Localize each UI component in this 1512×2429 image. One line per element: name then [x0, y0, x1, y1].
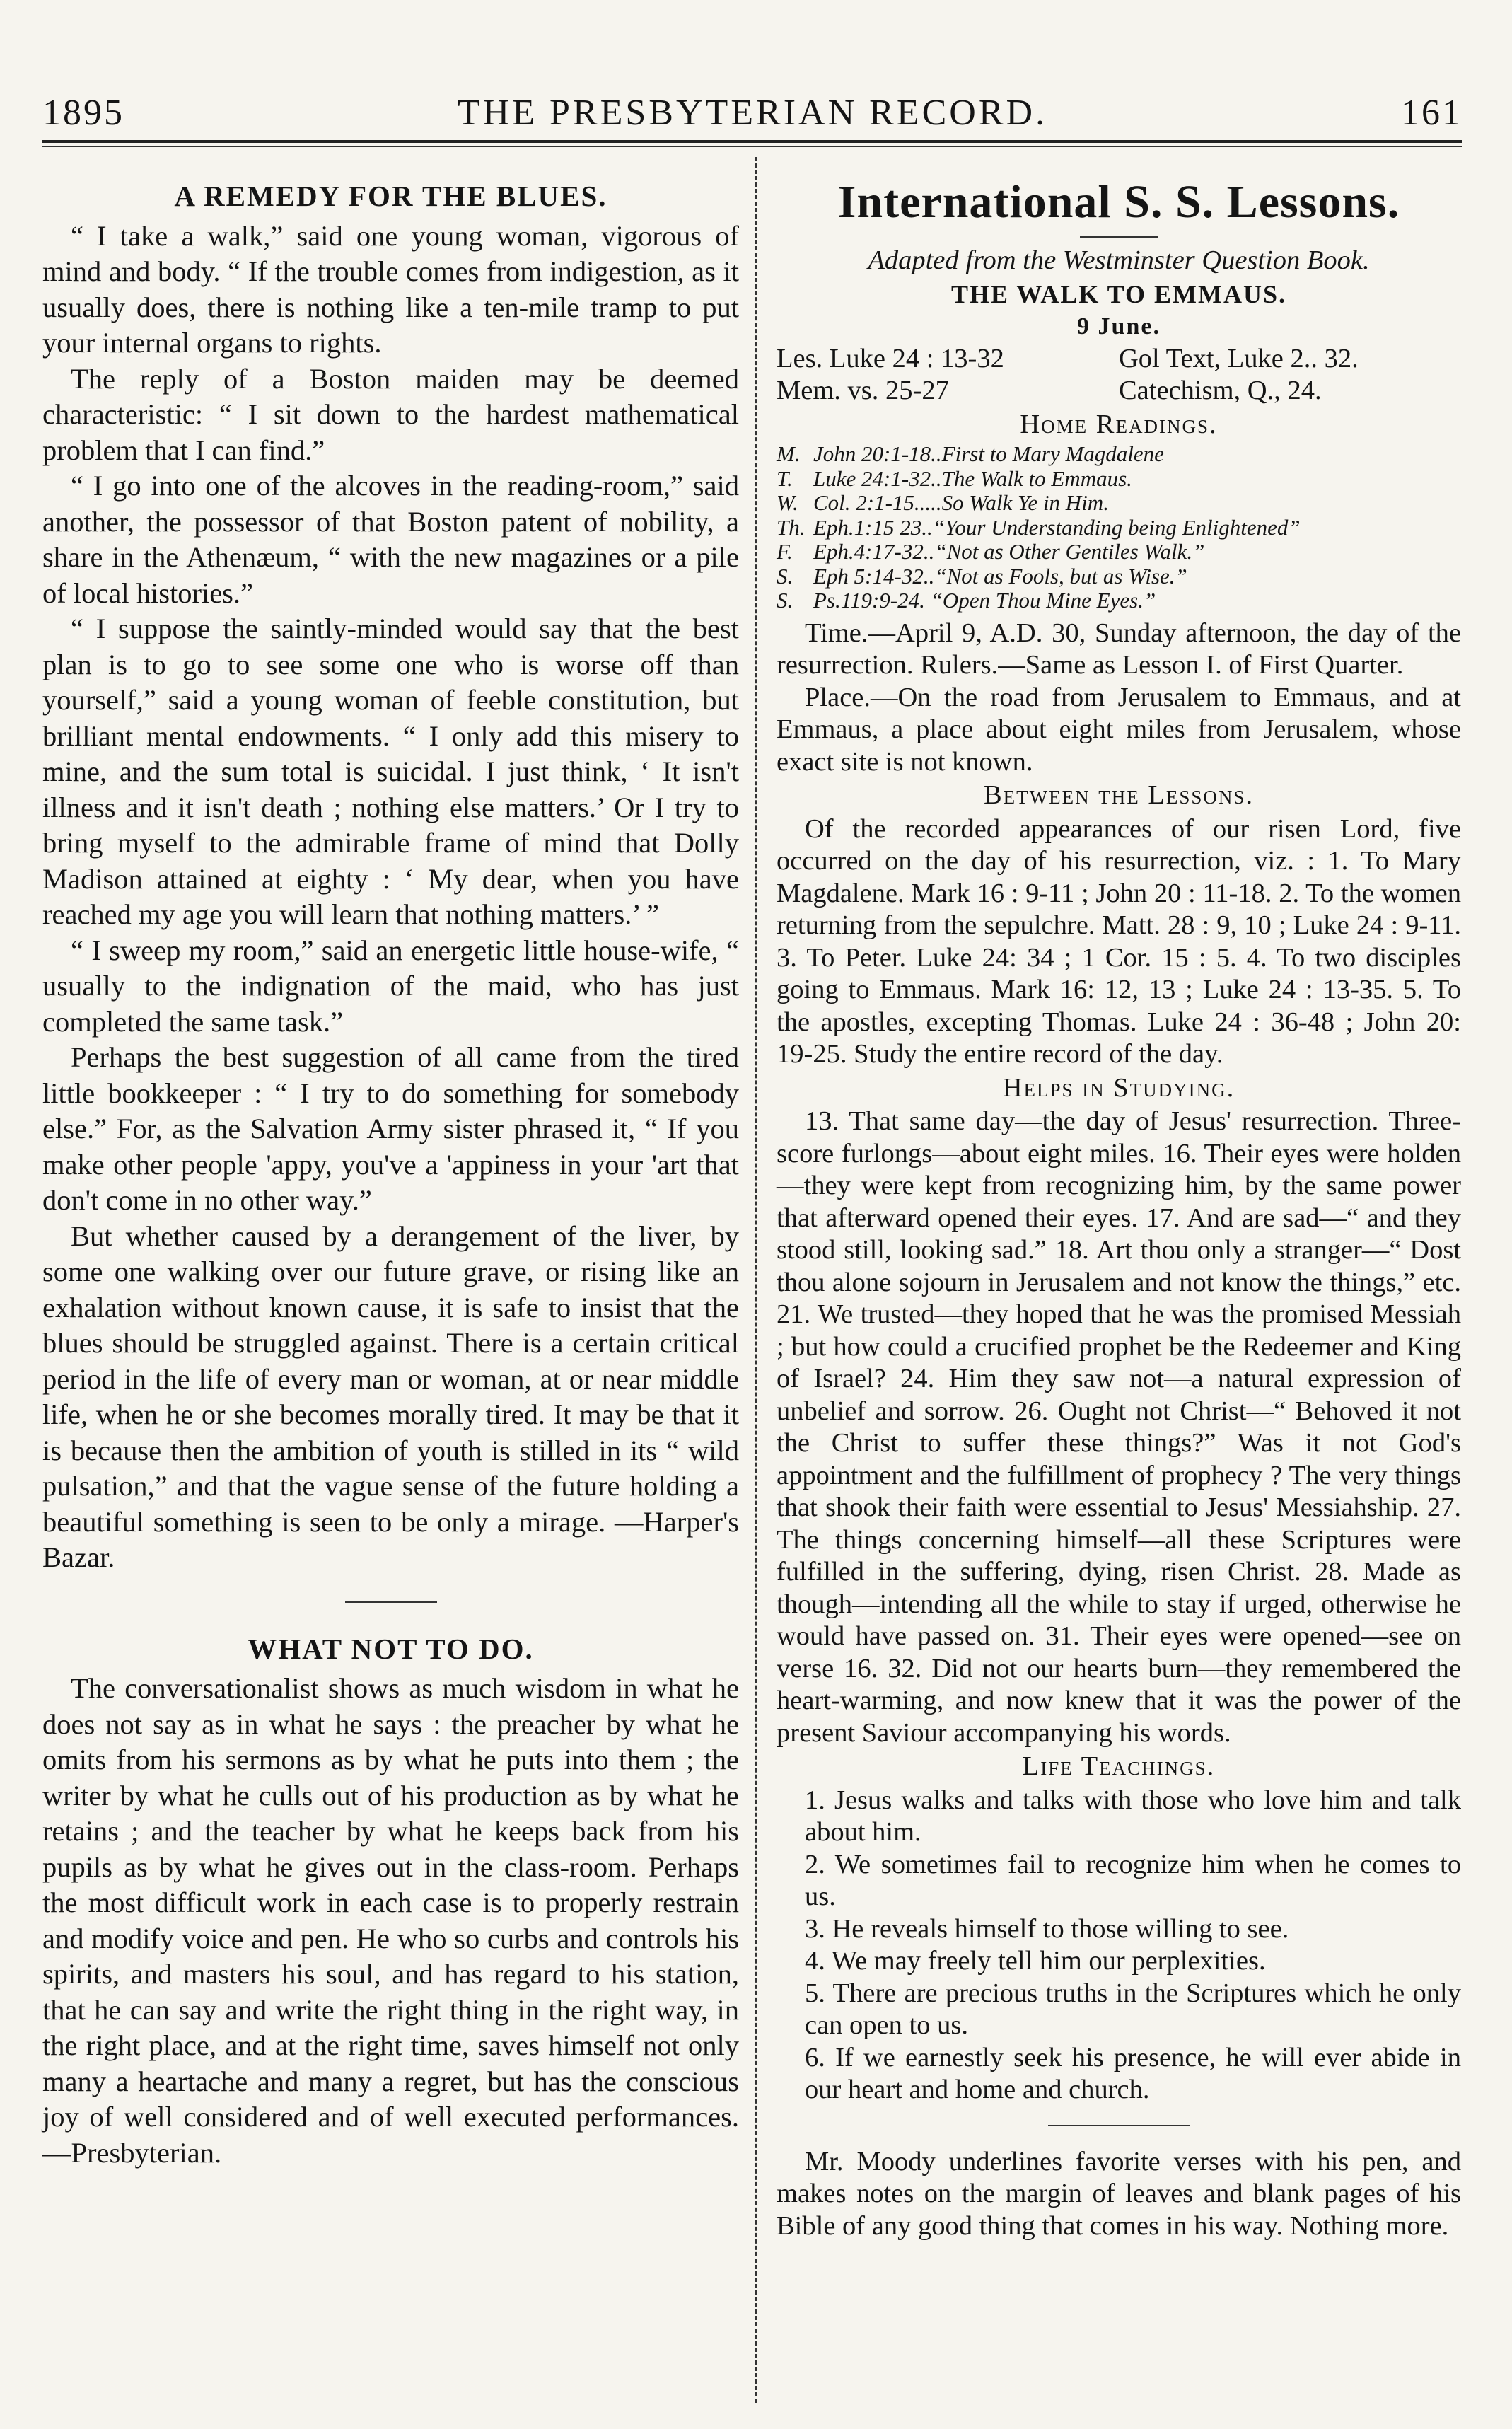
moody-paragraph: Mr. Moody underlines favorite verses with his pen, and makes notes on the margin of leaves and blank pages of his Bible of any good thing that comes in his way. Nothing more.: [777, 2146, 1461, 2241]
article-title-remedy: A REMEDY FOR THE BLUES.: [174, 180, 607, 212]
lesson-time-paragraph: Time.—April 9, A.D. 30, Sunday afternoon, the day of the resurrection. Rulers.—Same as Lesson I. of First Quarter.: [777, 618, 1461, 680]
reading-item: [777, 564, 1461, 589]
remedy-paragraph: “ I take a walk,” said one young woman, vigorous of mind and body. “ If the trouble comes from indigestion, as it usually does, there is nothing like a ten-mile tramp to put your internal organs to rights.: [42, 219, 739, 359]
reading-text: Eph.1:15 23..“Your Understanding being Enlightened”: [813, 514, 1301, 540]
article-title-what-not-to-do: WHAT NOT TO DO.: [248, 1632, 534, 1665]
reading-text: Eph.4:17-32..“Not as Other Gentiles Walk.”: [813, 539, 1205, 564]
reading-text: Eph 5:14-32..“Not as Fools, but as Wise.”: [813, 563, 1187, 589]
reading-item: [777, 516, 1461, 540]
reading-day: Th.: [777, 514, 806, 540]
reading-item: [777, 442, 1461, 467]
remedy-paragraph: But whether caused by a derangement of the liver, by some one walking over our future grave, or rising like an exhalation without known cause, it is safe to insist that the blues should be struggled against. There is a certain critical period in the life of every man or woman, at or near middle life, when he or she becomes morally tired. It may be that it is because then the ambition of youth is stilled in its “ wild pulsation,” and that the vague sense of the future holding a beautiful something is seen to be only a mirage. —Harper's Bazar.: [42, 1219, 739, 1573]
life-teaching-item: 6. If we earnestly seek his presence, he will ever abide in our heart and home and church.: [805, 2042, 1461, 2104]
right-column: [777, 175, 1461, 2242]
remedy-paragraph: “ I sweep my room,” said an energetic little house-wife, “ usually to the indignation of the maid, who has just completed the same task.”: [42, 934, 739, 1038]
life-teachings-list: [777, 1785, 1461, 2106]
column-divider: [755, 157, 757, 2403]
reading-item: [777, 491, 1461, 516]
remedy-paragraph: “ I go into one of the alcoves in the reading-room,” said another, the possessor of that Boston patent of nobility, a share in the Athenæum, “ with the new magazines or a pile of local histories.”: [42, 470, 739, 609]
lessons-title: International S. S. Lessons.: [837, 176, 1400, 228]
life-teaching-item: 4. We may freely tell him our perplexities.: [805, 1946, 1266, 1976]
lessons-subtitle: Adapted from the Westminster Question Book.: [868, 245, 1370, 275]
reading-item: [777, 589, 1461, 613]
life-teaching-item: 3. He reveals himself to those willing to see.: [805, 1913, 1289, 1944]
running-header: [42, 83, 1462, 143]
lesson-place-paragraph: Place.—On the road from Jerusalem to Emmaus, and at Emmaus, a place about eight miles from Jerusalem, whose exact site is not known.: [777, 682, 1461, 777]
memory-refs-row: [777, 375, 1461, 407]
reading-day: W.: [777, 490, 798, 515]
reading-text: Luke 24:1-32..The Walk to Emmaus.: [813, 465, 1132, 491]
header-rule: [42, 146, 1462, 147]
helps-title: Helps in Studying.: [1002, 1072, 1235, 1103]
header-title: THE PRESBYTERIAN RECORD.: [457, 93, 1048, 133]
left-column: [42, 175, 739, 2171]
life-teachings-title: Life Teachings.: [1022, 1751, 1216, 1781]
lesson-refs-row: [777, 343, 1461, 376]
reading-text: Ps.119:9-24. “Open Thou Mine Eyes.”: [813, 588, 1156, 613]
catechism-ref: Catechism, Q., 24.: [1119, 376, 1322, 405]
lesson-date: 9 June.: [1077, 313, 1161, 340]
reading-text: John 20:1-18..First to Mary Magdalene: [813, 441, 1164, 466]
reading-day: S.: [777, 563, 793, 589]
home-readings-list: [777, 442, 1461, 613]
header-page-number: 161: [1401, 93, 1462, 133]
section-divider: [345, 1601, 437, 1603]
reading-day: F.: [777, 539, 793, 564]
remedy-paragraph: The reply of a Boston maiden may be deemed characteristic: “ I sit down to the hardest mathematical problem that I can find.”: [42, 362, 739, 466]
home-readings-title: Home Readings.: [1020, 409, 1218, 439]
lesson-title: THE WALK TO EMMAUS.: [950, 279, 1287, 308]
life-teaching-item: 2. We sometimes fail to recognize him when he comes to us.: [805, 1849, 1461, 1911]
golden-text-ref: Gol Text, Luke 2.. 32.: [1119, 343, 1359, 373]
reading-day: S.: [777, 588, 793, 613]
title-divider: [1080, 236, 1158, 238]
memory-verses-ref: Mem. vs. 25-27: [777, 376, 949, 405]
life-teaching-item: 5. There are precious truths in the Scriptures which he only can open to us.: [805, 1978, 1461, 2040]
between-lessons-title: Between the Lessons.: [983, 780, 1255, 810]
reading-day: M.: [777, 441, 801, 466]
what-not-paragraph: The conversationalist shows as much wisdom in what he does not say as in what he says : the preacher by what he omits from his sermons as by what he puts into them ; the writer by what he culls out of his production as by what he retains ; and the teacher by what he keeps back from his pupils as by what he gives out in the class-room. Perhaps the most difficult work in each case is to properly restrain and modify voice and pen. He who so curbs and controls his spirits, and masters his soul, and has regard to his station, that he can say and write the right thing in the right way, in the right place, and at the right time, saves himself not only many a heartache and many a regret, but has the conscious joy of well considered and of well executed performances.—Presbyterian.: [42, 1672, 739, 2169]
helps-paragraph: 13. That same day—the day of Jesus' resurrection. Three-score furlongs—about eight miles. 16. Their eyes were holden—they were kept from recognizing him, by the same power that afterward opened their eyes. 17. And are sad—“ and they stood still, looking sad.” 18. Art thou only a stranger—“ Dost thou alone sojourn in Jerusalem and not know the things,” etc. 21. We trusted—they hoped that he was the promised Messiah ; but how could a crucified prophet be the Redeemer and King of Israel? 24. Him they saw not—a natural expression of unbelief and sorrow. 26. Ought not Christ—“ Behoved it not the Christ to suffer these things?” Was it not God's appointment and the fulfillment of prophecy ? The very things that shook their faith were essential to Jesus' Messiahship. 27. The things concerning himself—all these Scriptures were fulfilled in the suffering, dying, risen Christ. 28. Made as though—intending all the while to stay if urged, otherwise he would have passed on. 31. Their eyes were opened—see on verse 16. 32. Did not our hearts burn—they remembered the heart-warming, and now knew that it was the power of the present Saviour accompanying his words.: [777, 1106, 1461, 1748]
remedy-paragraph: Perhaps the best suggestion of all came from the tired little bookkeeper : “ I try to do something for somebody else.” For, as the Salvation Army sister phrased it, “ If you make other people 'appy, you've a 'appiness in your 'art that don't come in no other way.”: [42, 1041, 739, 1216]
remedy-paragraph: “ I suppose the saintly-minded would say that the best plan is to go to see some one who is worse off than yourself,” said a young woman of feeble constitution, but brilliant mental endowments. “ I only add this misery to mine, and the sum total is suicidal. I just think, ‘ It isn't illness and it isn't death ; nothing else matters.’ Or I try to bring myself to the admirable frame of mind that Dolly Madison attained at eighty : ‘ My dear, when you have reached my age you will learn that nothing matters.’ ”: [42, 613, 739, 930]
between-lessons-paragraph: Of the recorded appearances of our risen Lord, five occurred on the day of his resurrection, viz. : 1. To Mary Magdalene. Mark 16 : 9-11 ; John 20 : 11-18. 2. To the women returning from the sepulchre. Matt. 28 : 9, 10 ; Luke 24 : 9-11. 3. To Peter. Luke 24: 34 ; 1 Cor. 15 : 5. 4. To two disciples going to Emmaus. Mark 16: 12, 13 ; Luke 24 : 13-35. 5. To the apostles, excepting Thomas. Luke 24 : 36-48 ; John 20: 19-25. Study the entire record of the day.: [777, 813, 1461, 1069]
reading-item: [777, 540, 1461, 564]
header-year: 1895: [42, 93, 124, 133]
reading-item: [777, 467, 1461, 492]
lesson-ref: Les. Luke 24 : 13-32: [777, 343, 1004, 373]
reading-text: Col. 2:1-15.....So Walk Ye in Him.: [813, 490, 1109, 515]
reading-day: T.: [777, 465, 793, 491]
section-divider: [1048, 2125, 1190, 2126]
life-teaching-item: 1. Jesus walks and talks with those who love him and talk about him.: [805, 1785, 1461, 1847]
